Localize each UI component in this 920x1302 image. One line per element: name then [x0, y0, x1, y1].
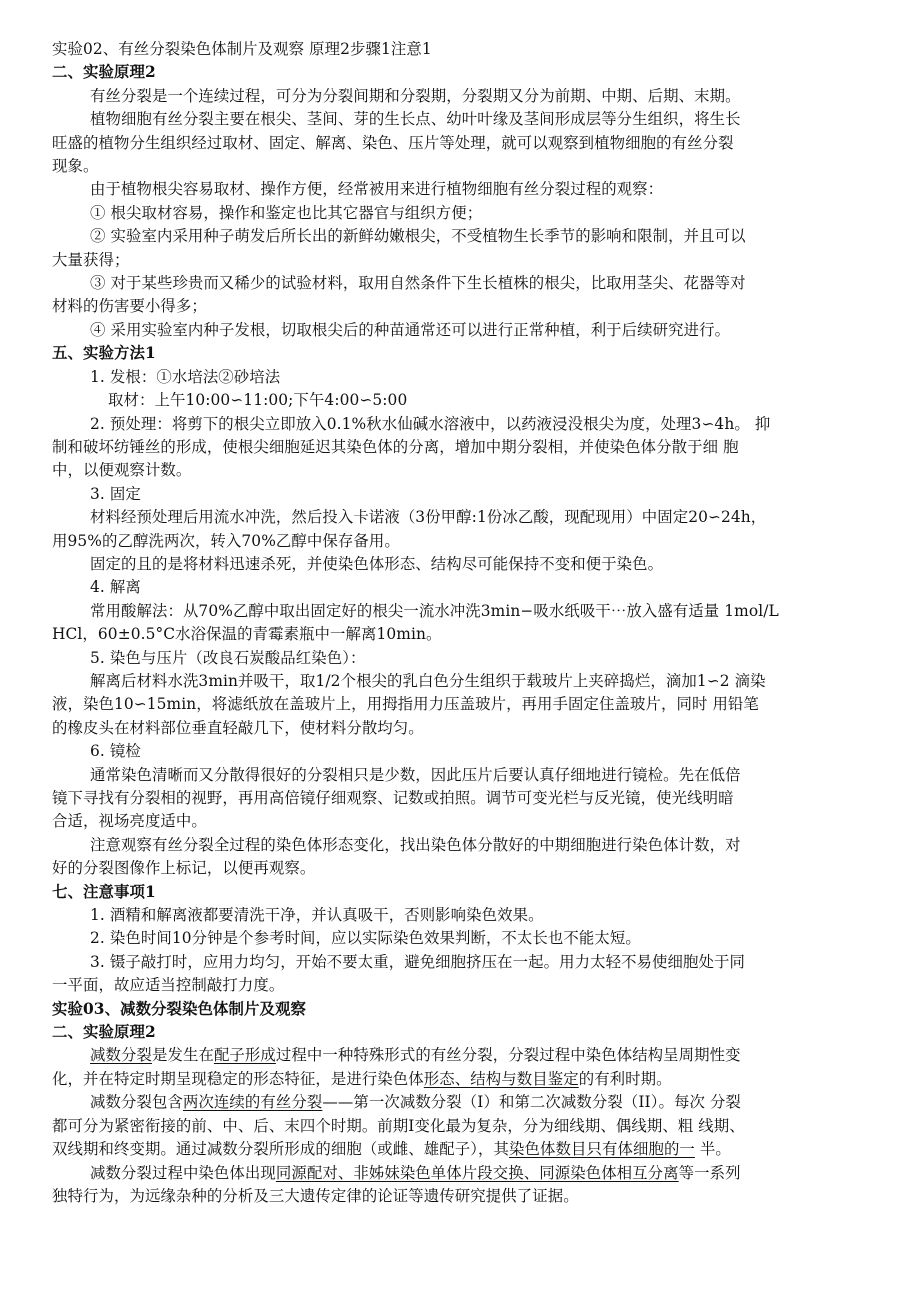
text-line: 好的分裂图像作上标记，以便再观察。	[52, 859, 316, 878]
text-line: 5. 染色与压片（改良石炭酸品红染色）：	[90, 648, 366, 667]
text-run: 独特行为，为远缘杂种的分析及三大遗传定律的论证等遗传研究提供了证据。	[52, 1186, 579, 1205]
section-heading: 五、实验方法1	[52, 344, 156, 363]
text-run: 半。	[694, 1140, 731, 1159]
principle-line-7	[52, 1185, 880, 1208]
principle-line-5	[52, 1138, 880, 1161]
text-line: 材料经预处理后用流水冲洗，然后投入卡诺液（3份甲醇:1份冰乙酸，现配现用）中固定20∽24h，	[90, 508, 767, 527]
text-line: 材料的伤害要小得多；	[52, 297, 207, 316]
principle-line-3	[52, 1091, 880, 1114]
text-line: 中，以便观察计数。	[52, 461, 192, 480]
text-line: 用95%的乙醇洗两次，转入70%乙醇中保存备用。	[52, 531, 400, 550]
section-heading: 二、实验原理2	[52, 63, 156, 82]
text-line: 固定的且的是将材料迅速杀死，并使染色体形态、结构尽可能保持不变和便于染色。	[90, 554, 664, 573]
text-line: ④ 采用实验室内种子发根，切取根尖后的种苗通常还可以进行正常种植，利于后续研究进行。	[90, 320, 731, 339]
text-line: 3. 固定	[90, 484, 141, 503]
text-line: 有丝分裂是一个连续过程，可分为分裂间期和分裂期，分裂期又分为前期、中期、后期、末期。	[90, 86, 741, 105]
text-line: 合适，视场亮度适中。	[52, 812, 207, 831]
underlined-term: 两次连续的有丝分裂	[182, 1093, 323, 1112]
text-line: 常用酸解法：从70%乙醇中取出固定好的根尖一流水冲洗3min−吸水纸吸干⋯放入盛有适量 1mol/L	[90, 601, 779, 620]
text-line: ② 实验室内采用种子萌发后所长出的新鲜幼嫩根尖，不受植物生长季节的影响和限制，并且可以	[90, 227, 746, 246]
section-heading: 七、注意事项1	[52, 882, 156, 901]
text-line: 2. 预处理：将剪下的根尖立即放入0.1%秋水仙碱水溶液中，以药液浸没根尖为度，处理3∽4h。 抑	[90, 414, 771, 433]
principle-line-1	[52, 1044, 880, 1067]
text-line: 实验02、有丝分裂染色体制片及观察 原理2步骤1注意1	[52, 40, 432, 58]
underlined-term: 染色体数目只有体细胞的一	[509, 1140, 695, 1159]
principle-line-2	[52, 1068, 880, 1091]
text-line: 4. 解离	[90, 578, 141, 597]
underlined-term: 配子形成	[213, 1046, 276, 1065]
text-run: 双线期和终变期。通过减数分裂所形成的细胞（或雌、雄配子），其	[52, 1140, 510, 1159]
text-line: 1. 酒精和解离液都要清洗干净，并认真吸干，否则影响染色效果。	[90, 906, 544, 925]
principle-line-6	[52, 1162, 880, 1185]
text-line: ① 根尖取材容易，操作和鉴定也比其它器官与组织方便；	[90, 203, 483, 222]
text-line: 制和破坏纺锤丝的形成，使根尖细胞延迟其染色体的分离，增加中期分裂相，并使染色体分散于细 胞	[52, 437, 739, 456]
text-run: 化，并在特定时期呈现稳定的形态特征，是进行染色体	[52, 1069, 424, 1088]
document-body	[52, 38, 880, 1044]
text-run: 减数分裂包含	[90, 1093, 183, 1112]
text-line: HCl，60±0.5°C水浴保温的青霉素瓶中一解离10min。	[52, 625, 442, 644]
text-line: 植物细胞有丝分裂主要在根尖、茎间、芽的生长点、幼叶叶缘及茎间形成层等分生组织，将生长	[90, 110, 741, 129]
text-run: 等一系列	[678, 1163, 741, 1182]
text-line: 1. 发根：①水培法②砂培法	[90, 367, 281, 386]
text-line: 液，染色10∽15min，将滤纸放在盖玻片上，用拇指用力压盖玻片，再用手固定住盖玻片，同时 用铅笔	[52, 695, 759, 714]
text-line: 由于植物根尖容易取材、操作方便，经常被用来进行植物细胞有丝分裂过程的观察：	[90, 180, 664, 199]
text-run: 过程中一种特殊形式的有丝分裂，分裂过程中染色体结构呈周期性变	[275, 1046, 741, 1065]
text-run: ——第一次减数分裂（I）和第二次减数分裂（II）。每次 分裂	[322, 1093, 741, 1112]
section-heading: 实验03、减数分裂染色体制片及观察	[52, 999, 306, 1018]
text-run: 减数分裂过程中染色体出现	[90, 1163, 276, 1182]
text-line: 注意观察有丝分裂全过程的染色体形态变化，找出染色体分散好的中期细胞进行染色体计数，对	[90, 835, 741, 854]
text-run: 是发生在	[151, 1046, 214, 1065]
principle-line-4	[52, 1115, 880, 1138]
underlined-term: 形态、结构与数目鉴定	[423, 1069, 579, 1088]
text-run: 都可分为紧密衔接的前、中、后、末四个时期。前期I变化最为复杂，分为细线期、偶线期、粗 线期、	[52, 1116, 745, 1135]
text-line: 通常染色清晰而又分散得很好的分裂相只是少数，因此压片后要认真仔细地进行镜检。先在低倍	[90, 765, 741, 784]
underlined-term: 减数分裂	[90, 1046, 152, 1065]
text-run: 的有利时期。	[578, 1069, 672, 1088]
text-line: ③ 对于某些珍贵而又稀少的试验材料，取用自然条件下生长植株的根尖，比取用茎尖、花器等对	[90, 274, 746, 293]
text-line: 大量获得；	[52, 250, 130, 269]
text-line: 2. 染色时间10分钟是个参考时间，应以实际染色效果判断，不太长也不能太短。	[90, 929, 641, 948]
section-heading: 二、实验原理2	[52, 1023, 156, 1042]
text-line: 镜下寻找有分裂相的视野，再用高倍镜仔细观察、记数或拍照。调节可变光栏与反光镜，使光线明暗	[52, 789, 734, 807]
text-line: 解离后材料水洗3min并吸干，取1/2个根尖的乳白色分生组织于载玻片上夹碎捣烂，滴加1∽2 滴染	[90, 671, 766, 690]
text-line: 旺盛的植物分生组织经过取材、固定、解离、染色、压片等处理，就可以观察到植物细胞的有丝分裂	[52, 133, 734, 152]
text-line: 现象。	[52, 157, 99, 176]
text-line: 6. 镜检	[90, 742, 141, 761]
text-line: 取材：上午10:00∽11:00;下午4:00∽5:00	[108, 391, 408, 410]
underlined-term: 同源配对、非姊妹染色单体片段交换、同源染色体相互分离	[275, 1163, 679, 1182]
text-line: 一平面，故应适当控制敲打力度。	[52, 976, 285, 995]
text-line: 3. 镊子敲打时，应用力均匀，开始不要太重，避免细胞挤压在一起。用力太轻不易使细胞处于同	[90, 952, 745, 971]
text-line: 的橡皮头在材料部位垂直轻敲几下，使材料分散均匀。	[52, 718, 424, 737]
